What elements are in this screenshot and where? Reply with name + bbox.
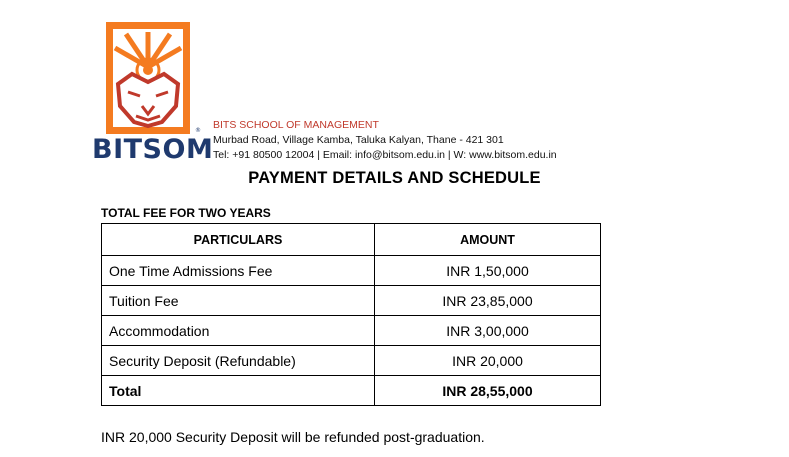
cell-amount: INR 1,50,000 [375,256,601,286]
table-row [102,346,601,376]
cell-amount: INR 23,85,000 [375,286,601,316]
cell-particular: Security Deposit (Refundable) [102,346,375,376]
letterhead-address [213,118,557,163]
cell-total-amount: INR 28,55,000 [375,376,601,406]
refund-note: INR 20,000 Security Deposit will be refunded post-graduation. [101,429,485,445]
cell-total-label: Total [102,376,375,406]
cell-particular: Tuition Fee [102,286,375,316]
column-header-amount: AMOUNT [375,224,601,256]
lion-emblem-icon [106,22,190,134]
page-title: PAYMENT DETAILS AND SCHEDULE [248,169,541,187]
section-subtitle: TOTAL FEE FOR TWO YEARS [101,206,271,220]
table-header-row [102,224,601,256]
table-row [102,316,601,346]
bitsom-logo [92,22,214,167]
postal-address: Murbad Road, Village Kamba, Taluka Kalyan, Thane - 421 301 [213,134,504,146]
contact-line: Tel: +91 80500 12004 | Email: info@bitsom.edu.in | W: www.bitsom.edu.in [213,149,557,161]
school-name: BITS SCHOOL OF MANAGEMENT [213,119,379,131]
cell-amount: INR 3,00,000 [375,316,601,346]
column-header-particulars: PARTICULARS [102,224,375,256]
cell-particular: Accommodation [102,316,375,346]
logo-wordmark: BITSOM [92,134,214,165]
fee-table [101,223,601,406]
table-row [102,256,601,286]
cell-amount: INR 20,000 [375,346,601,376]
registered-mark: ® [195,127,201,134]
cell-particular: One Time Admissions Fee [102,256,375,286]
table-total-row [102,376,601,406]
table-row [102,286,601,316]
